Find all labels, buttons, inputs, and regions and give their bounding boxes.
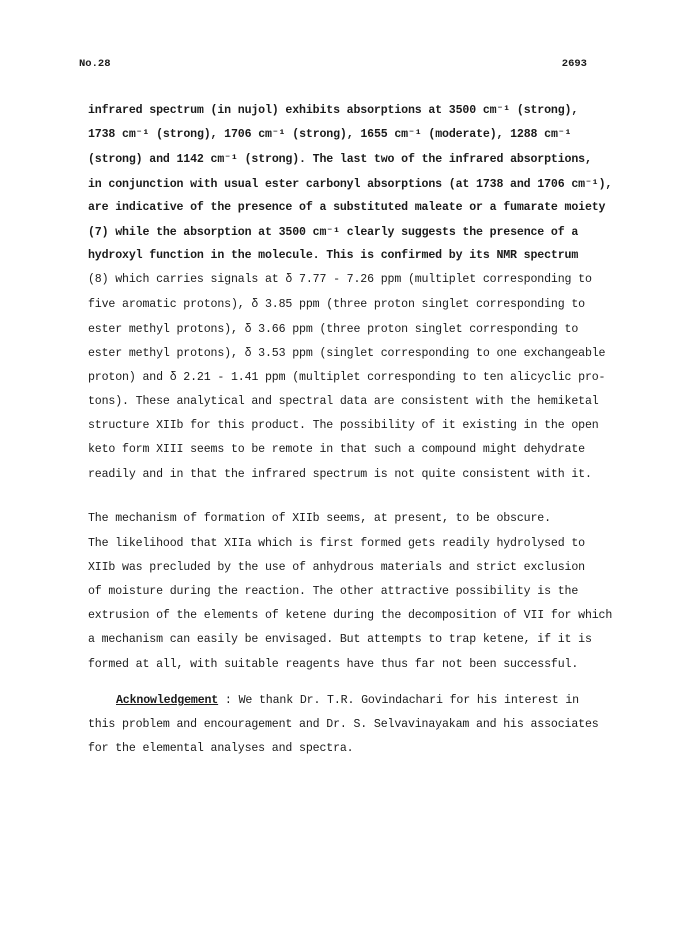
page-header-journal-number: No.28 [79,58,111,70]
acknowledgement-separator: : [218,694,239,707]
text-line: tons). These analytical and spectral data are consistent with the hemiketal [88,395,599,408]
acknowledgement-text: We thank Dr. T.R. Govindachari for his interest in [238,694,579,707]
text-line: The likelihood that XIIa which is first formed gets readily hydrolysed to [88,537,585,550]
text-line: readily and in that the infrared spectrum is not quite consistent with it. [88,468,592,481]
text-line: (strong) and 1142 cm⁻¹ (strong). The last two of the infrared absorptions, [88,153,592,166]
text-line: The mechanism of formation of XIIb seems, at present, to be obscure. [88,512,551,525]
text-line: proton) and δ 2.21 - 1.41 ppm (multiplet corresponding to ten alicyclic pro- [88,371,606,384]
text-line: XIIb was precluded by the use of anhydrous materials and strict exclusion [88,561,585,574]
text-line: extrusion of the elements of ketene during the decomposition of VII for which [88,609,613,622]
text-line: infrared spectrum (in nujol) exhibits absorptions at 3500 cm⁻¹ (strong), [88,104,579,117]
text-line: ester methyl protons), δ 3.66 ppm (three proton singlet corresponding to [88,323,579,336]
text-line: ester methyl protons), δ 3.53 ppm (singlet corresponding to one exchangeable [88,347,606,360]
acknowledgement-first-line [116,694,579,708]
page-header-page-number: 2693 [561,58,587,70]
text-line: structure XIIb for this product. The possibility of it existing in the open [88,419,599,432]
text-line: formed at all, with suitable reagents have thus far not been successful. [88,658,579,671]
text-line: a mechanism can easily be envisaged. But attempts to trap ketene, if it is [88,633,592,646]
text-line: for the elemental analyses and spectra. [88,742,354,755]
text-line: this problem and encouragement and Dr. S. Selvavinayakam and his associates [88,718,599,731]
text-line: hydroxyl function in the molecule. This is confirmed by its NMR spectrum [88,249,579,262]
text-line: 1738 cm⁻¹ (strong), 1706 cm⁻¹ (strong), 1655 cm⁻¹ (moderate), 1288 cm⁻¹ [88,128,572,141]
text-line: of moisture during the reaction. The other attractive possibility is the [88,585,579,598]
text-line: in conjunction with usual ester carbonyl absorptions (at 1738 and 1706 cm⁻¹), [88,178,613,191]
acknowledgement-heading: Acknowledgement [116,694,219,707]
text-line: are indicative of the presence of a substituted maleate or a fumarate moiety [88,201,606,214]
text-line: (8) which carries signals at δ 7.77 - 7.26 ppm (multiplet corresponding to [88,273,592,286]
text-line: five aromatic protons), δ 3.85 ppm (three proton singlet corresponding to [88,298,585,311]
text-line: (7) while the absorption at 3500 cm⁻¹ clearly suggests the presence of a [88,226,579,239]
text-line: keto form XIII seems to be remote in that such a compound might dehydrate [88,443,585,456]
